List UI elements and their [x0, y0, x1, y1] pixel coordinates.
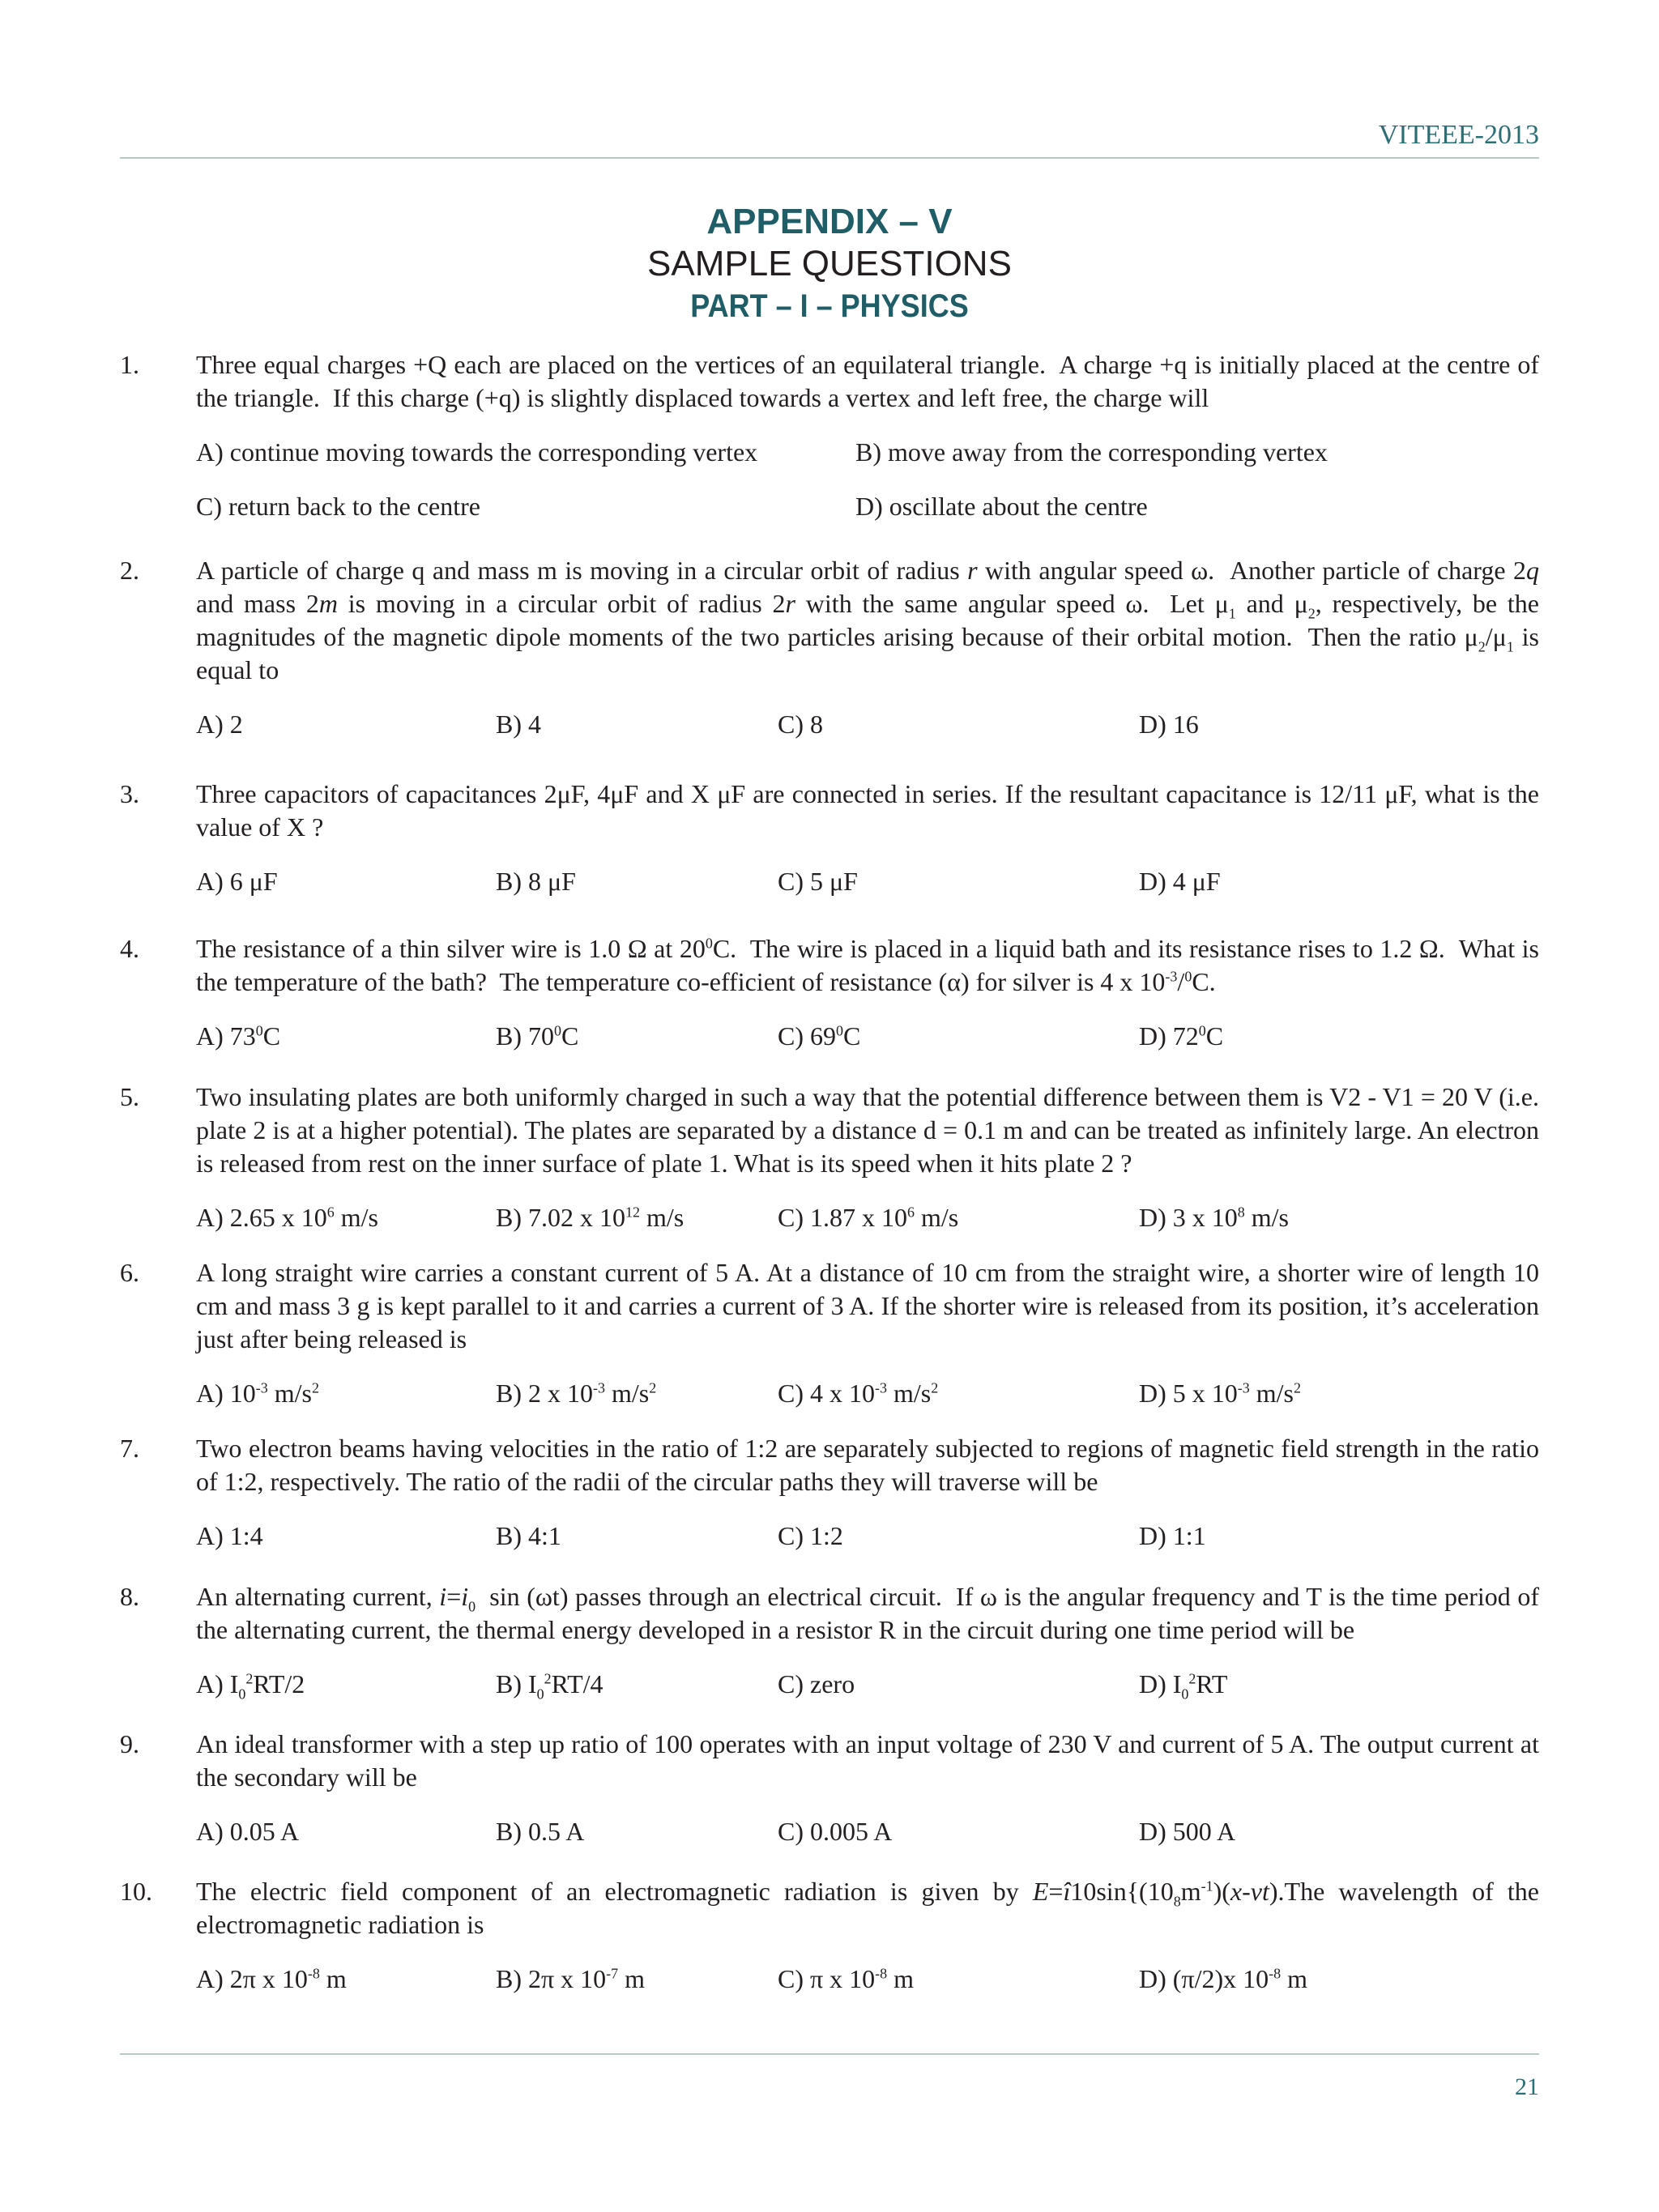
option-a: A) $73^0C$: [196, 1021, 281, 1051]
question-3: [120, 778, 1539, 898]
question-number: 4.: [120, 934, 139, 963]
option-d: D) 16: [1139, 710, 1199, 739]
option-d: D) $I_0^2RT$: [1139, 1669, 1228, 1703]
question-number: 8.: [120, 1582, 139, 1611]
options-row: [196, 1020, 1539, 1053]
document-header-tag: VITEEE-2013: [1378, 120, 1539, 150]
option-b: B) 2 x $10^{-3}$ $m/s^2$: [496, 1379, 657, 1408]
page-number: 21: [1515, 2073, 1539, 2100]
option-d: D) 1:1: [1139, 1521, 1206, 1550]
option-b: B) 2π x $10^{-7}$ m: [496, 1964, 646, 1993]
question-text: The electric field component of an electromagnetic radiation is given by $E=î10\sin\{(10_8m^{-1})(x-vt).The$ wavelength of the electromagnetic radiation is: [196, 1877, 1540, 1939]
option-d: D) 4 μF: [1139, 867, 1221, 896]
option-c: C) 1.87 x $10^6$ m/s: [778, 1203, 959, 1232]
option-d: D) 5 x $10^{-3}$ $m/s^2$: [1139, 1379, 1301, 1408]
options-row: [196, 1668, 1539, 1701]
option-c: C) 1:2: [778, 1521, 843, 1550]
question-number: 7.: [120, 1434, 139, 1463]
question-text: Three capacitors of capacitances 2μF, 4μF and X μF are connected in series. If the resultant capacitance is 12/11 μF, what is the value of X ?: [196, 779, 1539, 842]
question-5: [120, 1080, 1539, 1234]
option-a: A) 1:4: [196, 1521, 263, 1550]
option-a: A) $I_0^2RT/2$: [196, 1669, 305, 1703]
option-b: B) 0.5 A: [496, 1817, 585, 1846]
question-text: An alternating current, $i=i_0$ sin (ωt) passes through an electrical circuit. If ω is the angular frequency and T is the time period of the alternating current, the thermal energy developed in a resistor R in the circuit during one time period will be: [196, 1582, 1540, 1644]
question-number: 1.: [120, 350, 139, 379]
options-row: [196, 1963, 1539, 1996]
option-a: A) 0.05 A: [196, 1817, 300, 1846]
question-text: A particle of charge q and mass m is moving in a circular orbit of radius r with angular speed ω. Another particle of charge 2q and mass 2m is moving in a circular orbit of radius 2r with the same angular speed ω. Let $\mu_1$ and $\mu_2$, respectively, be the magnitudes of the magnetic dipole moments of the two particles arising because of their orbital motion. Then the ratio $\mu_2/\mu_1$ is equal to: [196, 556, 1540, 684]
question-8: [120, 1580, 1539, 1701]
option-d: D) 3 x $10^8$ m/s: [1139, 1203, 1289, 1232]
option-c: C) 8: [778, 710, 823, 739]
question-number: 6.: [120, 1258, 139, 1287]
options-row: [196, 1377, 1539, 1410]
option-d: D) $72^0C$: [1139, 1021, 1224, 1051]
option-c: C) 5 μF: [778, 867, 858, 896]
question-number: 10.: [120, 1877, 152, 1906]
option-d: D) (π/2)x $10^{-8}$ m: [1139, 1964, 1308, 1993]
options-row: [196, 1201, 1539, 1234]
option-a: A) 2: [196, 710, 243, 739]
option-b: B) $70^0C$: [496, 1021, 579, 1051]
question-text: The resistance of a thin silver wire is 1.0 Ω at $20^0C$. The wire is placed in a liquid bath and its resistance rises to 1.2 Ω. What is the temperature of the bath? The temperature co-efficient of resistance (α) for silver is 4 x $10^{-3}/^0C$.: [196, 934, 1540, 996]
option-c: C) return back to the centre: [196, 492, 480, 521]
part-title: PART – I – PHYSICS: [690, 288, 969, 324]
option-d: D) oscillate about the centre: [855, 492, 1148, 521]
option-b: B) $I_0^2RT/4$: [496, 1669, 603, 1703]
option-b: B) 7.02 x $10^{12}$ m/s: [496, 1203, 684, 1232]
question-text: Three equal charges +Q each are placed on the vertices of an equilateral triangle. A charge +q is initially placed at the centre of the triangle. If this charge (+q) is slightly displaced towards a vertex and left free, the charge will: [196, 350, 1539, 412]
option-a: A) 2.65 x $10^6$ m/s: [196, 1203, 378, 1232]
question-9: [120, 1728, 1539, 1848]
option-a: A) $10^{-3}$ $m/s^2$: [196, 1379, 319, 1408]
option-a: A) 2π x $10^{-8}$ m: [196, 1964, 347, 1993]
options-row: [196, 1519, 1539, 1553]
option-a: A) 6 μF: [196, 867, 278, 896]
question-6: [120, 1256, 1539, 1410]
question-text: Two electron beams having velocities in the ratio of 1:2 are separately subjected to regions of magnetic field strength in the ratio of 1:2, respectively. The ratio of the radii of the circular paths they will traverse will be: [196, 1434, 1539, 1496]
option-b: B) 4: [496, 710, 541, 739]
question-text: A long straight wire carries a constant current of 5 A. At a distance of 10 cm from the straight wire, a shorter wire of length 10 cm and mass 3 g is kept parallel to it and carries a current of 3 A. If the shorter wire is released from its position, it’s acceleration just after being released is: [196, 1258, 1539, 1353]
options-row: [196, 865, 1539, 898]
question-10: [120, 1875, 1539, 1996]
question-number: 9.: [120, 1729, 139, 1758]
option-c: C) π x $10^{-8}$ m: [778, 1964, 915, 1993]
question-4: [120, 932, 1539, 1053]
question-2: [120, 554, 1539, 741]
sample-questions-title: SAMPLE QUESTIONS: [647, 244, 1012, 283]
question-number: 5.: [120, 1082, 139, 1111]
options-row: [196, 1815, 1539, 1848]
option-c: C) $69^0C$: [778, 1021, 861, 1051]
option-a: A) continue moving towards the corresponding vertex: [196, 437, 758, 467]
question-text: Two insulating plates are both uniformly charged in such a way that the potential difference between them is V2 - V1 = 20 V (i.e. plate 2 is at a higher potential). The plates are separated by a distance d = 0.1 m and can be treated as infinitely large. An electron is released from rest on the inner surface of plate 1. What is its speed when it hits plate 2 ?: [196, 1082, 1539, 1178]
question-text: An ideal transformer with a step up ratio of 100 operates with an input voltage of 230 V and current of 5 A. The output current at the secondary will be: [196, 1729, 1539, 1792]
question-number: 2.: [120, 556, 139, 585]
option-b: B) 8 μF: [496, 867, 576, 896]
question-number: 3.: [120, 779, 139, 808]
options-row: [196, 708, 1539, 741]
option-c: C) 4 x $10^{-3}$ $m/s^2$: [778, 1379, 939, 1408]
option-d: D) 500 A: [1139, 1817, 1236, 1846]
option-c: C) 0.005 A: [778, 1817, 893, 1846]
question-1: [120, 348, 1539, 523]
appendix-title: APPENDIX – V: [706, 202, 953, 241]
option-c: C) zero: [778, 1669, 855, 1698]
options-row: [196, 436, 1539, 469]
question-7: [120, 1432, 1539, 1553]
options-row: [196, 490, 1539, 523]
title-block: [0, 201, 1659, 327]
option-b: B) 4:1: [496, 1521, 561, 1550]
option-b: B) move away from the corresponding vertex: [855, 437, 1328, 467]
header-rule: [120, 157, 1539, 159]
footer-rule: [120, 2053, 1539, 2055]
